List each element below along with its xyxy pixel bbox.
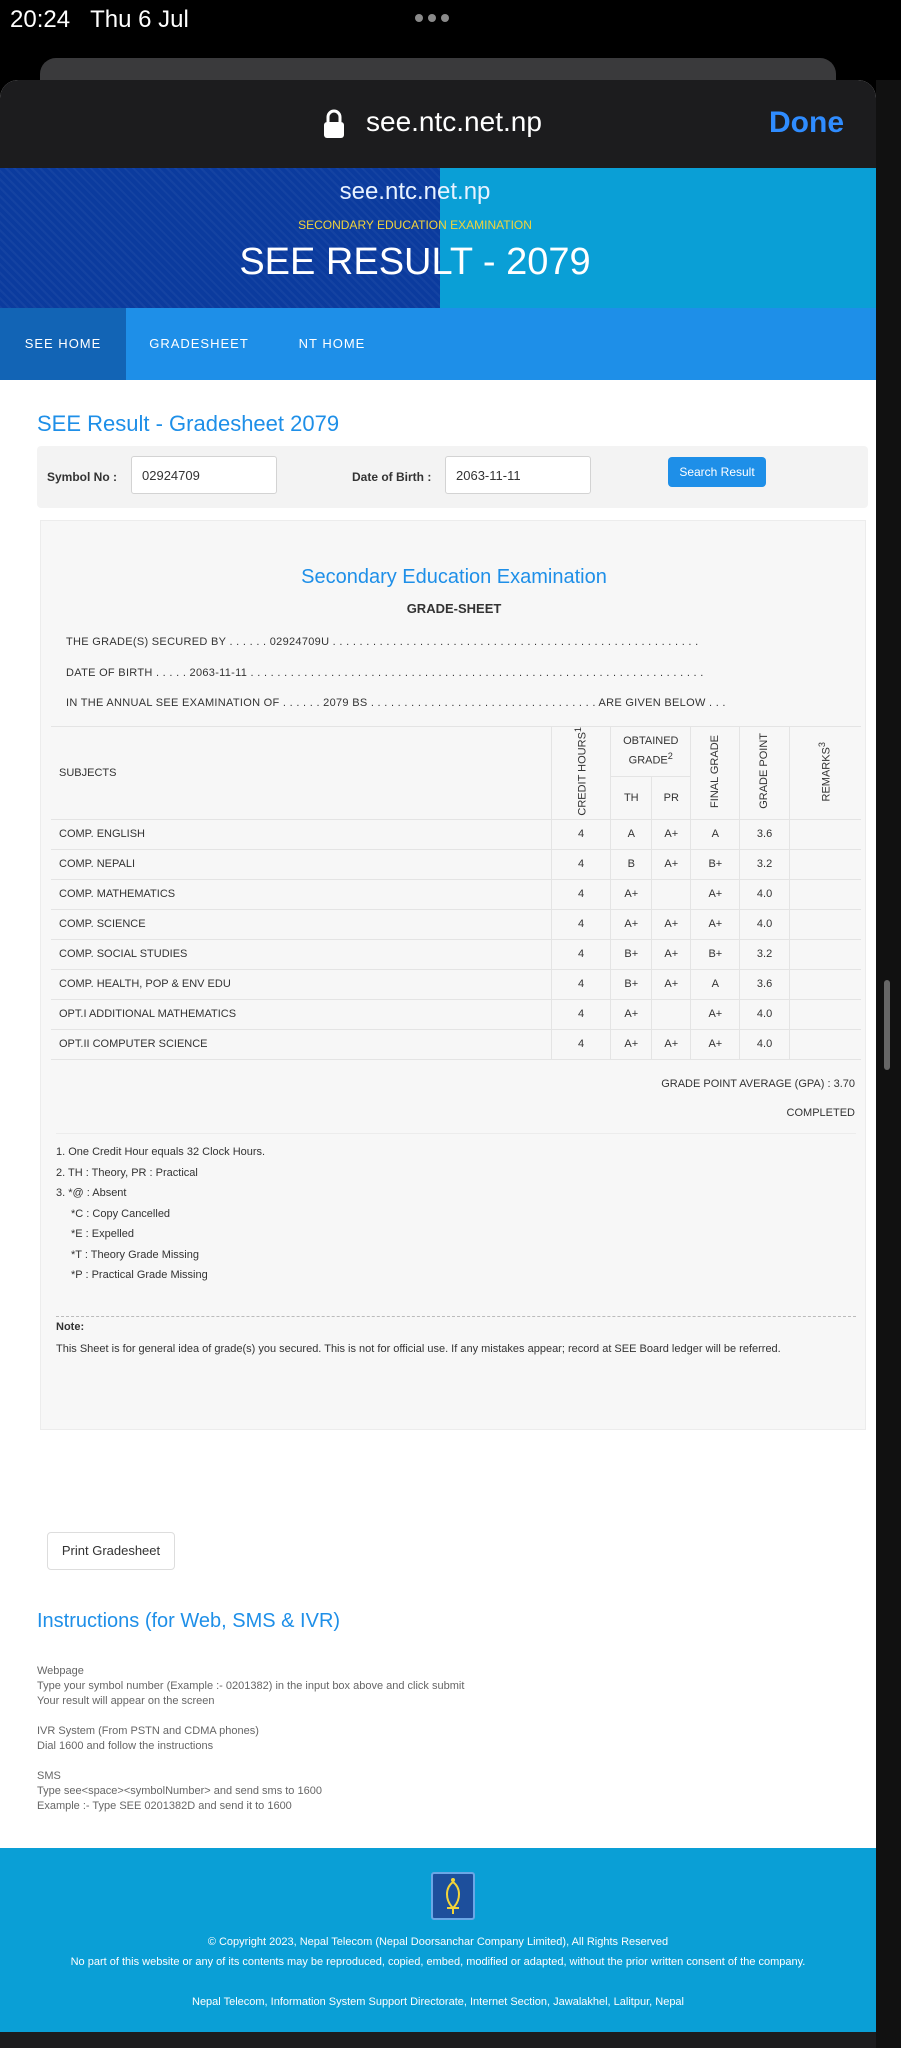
scrollbar-thumb[interactable] (884, 980, 890, 1070)
header-site-name: see.ntc.net.np (339, 178, 491, 205)
dob-input[interactable] (445, 456, 591, 494)
table-row: OPT.II COMPUTER SCIENCE 4 A+ A+ A+ 4.0 (51, 1029, 861, 1059)
table-row: COMP. SCIENCE 4 A+ A+ A+ 4.0 (51, 909, 861, 939)
instructions-title: Instructions (for Web, SMS & IVR) (37, 1610, 341, 1632)
header-subtitle: SECONDARY EDUCATION EXAMINATION (298, 218, 532, 232)
note-body: This Sheet is for general idea of grade(s) you secured. This is not for official use. If any mistakes appear; record at SEE Board ledger will be referred. (56, 1343, 781, 1355)
exam-line: IN THE ANNUAL SEE EXAMINATION OF . . . . . . 2079 BS . . . . . . . . . . . . . . . . . . . . . . . . . . . . . . . . . . ARE GIVEN BELOW . . . (66, 697, 726, 709)
search-result-button[interactable]: Search Result (668, 457, 766, 487)
col-credit-hours: CREDIT HOURS$^1$ (551, 727, 610, 820)
col-pr: PR (652, 776, 691, 819)
table-row: COMP. NEPALI 4 B A+ B+ 3.2 (51, 849, 861, 879)
dob-line: DATE OF BIRTH . . . . . 2063-11-11 . . . . . . . . . . . . . . . . . . . . . . . . . . . . . . . . . . . . . . . . . . . . . . . . . . . . . . . . . . . . . . . . . . . . (66, 667, 704, 679)
dob-label: Date of Birth : (352, 470, 432, 484)
site-footer (0, 1848, 876, 2032)
legend-notes (56, 1133, 856, 1286)
gpa-text: GRADE POINT AVERAGE (GPA) : 3.70 (661, 1078, 855, 1090)
legend-item: *T : Theory Grade Missing (71, 1248, 199, 1261)
status-time: 20:24 Thu 6 Jul (10, 6, 189, 33)
nav-see-home[interactable]: SEE HOME (0, 308, 126, 380)
gradesheet-title: GRADE-SHEET (406, 601, 502, 616)
legend-item: 3. *@ : Absent (56, 1187, 127, 1199)
url-text[interactable]: see.ntc.net.np (366, 106, 542, 137)
table-row: COMP. ENGLISH 4 A A+ A 3.6 (51, 819, 861, 849)
lock-icon (322, 109, 346, 139)
instructions-ivr: IVR System (From PSTN and CDMA phones) Dial 1600 and follow the instructions (37, 1725, 259, 1752)
instructions-web: Webpage Type your symbol number (Example :- 0201382) in the input box above and click submit Your result will appear on the screen (37, 1665, 465, 1707)
table-row: OPT.I ADDITIONAL MATHEMATICS 4 A+ A+ 4.0 (51, 999, 861, 1029)
table-row: COMP. MATHEMATICS 4 A+ A+ 4.0 (51, 879, 861, 909)
legend-item: *P : Practical Grade Missing (71, 1269, 208, 1281)
symbol-input[interactable] (131, 456, 277, 494)
page-title: SEE Result - Gradesheet 2079 (37, 411, 340, 436)
done-button[interactable]: Done (769, 106, 844, 139)
main-nav (0, 308, 876, 380)
grade-table (51, 726, 861, 1060)
col-final-grade: FINAL GRADE (691, 727, 740, 820)
multitasking-dots-icon[interactable] (415, 14, 449, 22)
instructions-body (37, 1664, 464, 1829)
col-grade-point: GRADE POINT (740, 727, 789, 820)
gradesheet-panel (40, 520, 866, 1430)
search-form (37, 446, 868, 508)
nav-gradesheet[interactable]: GRADESHEET (149, 336, 249, 351)
footer-notice: No part of this website or any of its contents may be reproduced, copied, embed, modified or adapted, without the prior written consent of the company. (70, 1956, 806, 1968)
browser-address-bar (0, 80, 876, 168)
site-header (0, 168, 876, 308)
secured-by-line: THE GRADE(S) SECURED BY . . . . . . 02924709U . . . . . . . . . . . . . . . . . . . . . . . . . . . . . . . . . . . . . . . . . . . . . . . . . . . . . . . (66, 636, 699, 648)
nav-nt-home[interactable]: NT HOME (298, 336, 366, 351)
legend-item: 2. TH : Theory, PR : Practical (56, 1166, 198, 1179)
legend-item: *E : Expelled (71, 1228, 134, 1240)
table-row: COMP. HEALTH, POP & ENV EDU 4 B+ A+ A 3.6 (51, 969, 861, 999)
exam-title: Secondary Education Examination (301, 566, 607, 588)
browser-sheet (0, 80, 876, 2048)
footer-copyright: © Copyright 2023, Nepal Telecom (Nepal Doorsanchar Company Limited), All Rights Reserved (207, 1936, 669, 1948)
instructions-sms: SMS Type see<space><symbolNumber> and send sms to 1600 Example :- Type SEE 0201382D and send it to 1600 (37, 1770, 322, 1812)
scroll-edge (876, 80, 901, 2048)
col-obtained-grade: OBTAINED GRADE$^2$ (611, 727, 691, 777)
col-subjects: SUBJECTS (51, 727, 551, 820)
divider (56, 1316, 856, 1317)
nepal-telecom-logo (431, 1872, 475, 1920)
col-th: TH (611, 776, 652, 819)
status-bar (0, 0, 901, 42)
header-title: SEE RESULT - 2079 (239, 241, 591, 283)
browser-toolbar (0, 2032, 876, 2048)
table-row: COMP. SOCIAL STUDIES 4 B+ A+ B+ 3.2 (51, 939, 861, 969)
note-heading: Note: (56, 1321, 85, 1333)
legend-item: 1. One Credit Hour equals 32 Clock Hours. (56, 1146, 266, 1158)
print-gradesheet-button[interactable]: Print Gradesheet (47, 1532, 175, 1570)
symbol-label: Symbol No : (47, 470, 118, 484)
legend-item: *C : Copy Cancelled (71, 1207, 171, 1220)
completion-status: COMPLETED (786, 1107, 855, 1119)
footer-address: Nepal Telecom, Information System Support Directorate, Internet Section, Jawalakhel, Lalitpur, Nepal (192, 1996, 684, 2008)
col-remarks: REMARKS$^3$ (789, 727, 861, 820)
